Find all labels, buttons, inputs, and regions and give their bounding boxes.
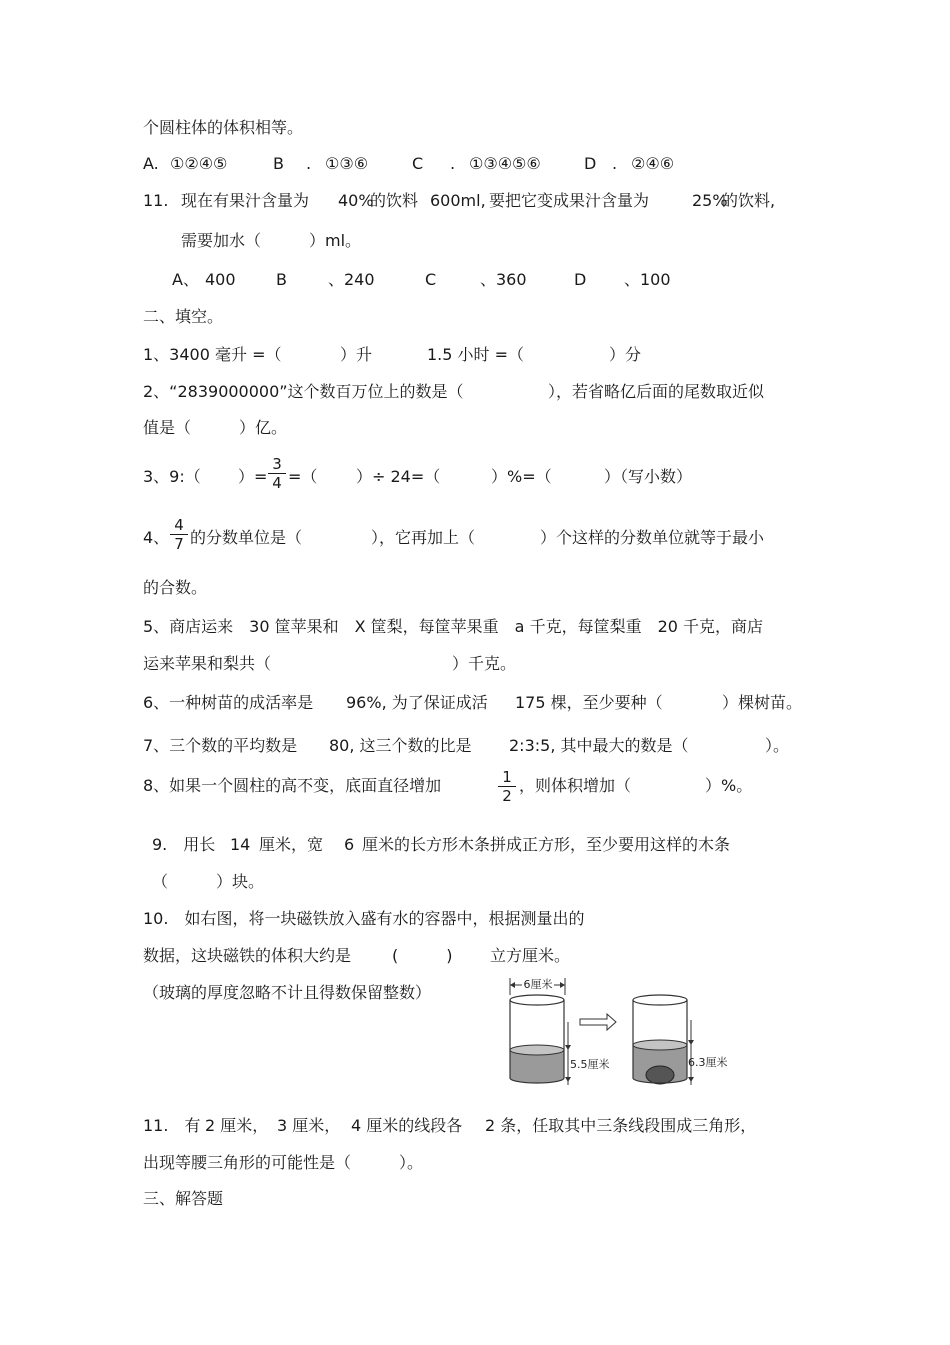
fill-8-fraction [498,769,516,804]
right-height-arrow-bottom [688,1077,694,1082]
fill-4-numerator: 4 [174,516,184,534]
fill-11-line-2: 出现等腰三角形的可能性是（ ）。 [143,1153,424,1172]
q10-option-b-sep: . [306,154,312,173]
width-dim-arrow-left [510,982,515,988]
q11-option-c-label: C [425,270,437,289]
left-height-arrow-bottom [565,1077,571,1082]
left-cup-rim [510,995,564,1005]
q11-option-c-value: 、360 [480,270,527,289]
q10-option-d-label: D [584,154,597,173]
section-2-heading: 二、填空。 [143,307,224,326]
fill-11-part-c: 3 厘米， [277,1116,341,1135]
q10-option-a-label: A. [143,154,159,173]
right-cup-rim [633,995,687,1005]
q11-option-b-label: B [276,270,287,289]
fill-2-line-1: 2、“2839000000”这个数百万位上的数是（ [143,382,464,401]
fill-1-part-a: 1、3400 毫升 =（ [143,345,282,364]
fill-3-part-e: ）%=（ [491,467,552,486]
fill-8-part-c: ）%。 [705,776,753,795]
fill-3-numerator: 3 [272,455,282,473]
fill-5-line-2b: ）千克。 [452,654,517,673]
right-arrow-icon [580,1014,616,1030]
fill-3-part-f: ）（写小数） [604,467,693,486]
q10-text-end: 个圆柱体的体积相等。 [143,118,304,137]
fill-7-part-a: 7、三个数的平均数是 [143,736,298,755]
fill-1-part-b: ）升 [340,345,373,364]
fill-9-part-e: 厘米的长方形木条拼成正方形，至少要用这样的木条 [362,835,731,854]
fill-11-part-b: 2 厘米， [205,1116,269,1135]
fill-3-part-c: =（ [288,467,318,486]
fill-5-line-2a: 运来苹果和梨共（ [143,654,272,673]
width-dim-arrow-right [560,982,565,988]
fill-10-line-1: 10. 如右图，将一块磁铁放入盛有水的容器中，根据测量出的 [143,909,585,928]
q10-option-c-value: ①③④⑤⑥ [469,154,541,173]
fill-9-part-b: 14 [230,835,251,854]
fill-11-part-d: 4 厘米的线段各 [351,1116,463,1135]
fill-4-part-b: 的分数单位是（ [190,528,303,547]
fill-3-part-b: ）= [238,467,268,486]
fill-8-part-b: ，则体积增加（ [519,776,632,795]
q10-option-d-value: ②④⑥ [631,154,675,173]
fill-3-part-a: 3、9:（ [143,467,201,486]
q11-option-a-label: A、 [172,270,199,289]
fill-6-part-b: 96%, 为了保证成活 [346,693,488,712]
fill-4-part-d: ）个这样的分数单位就等于最小 [540,528,765,547]
q10-option-c-sep: . [450,154,456,173]
fill-10-line-3: （玻璃的厚度忽略不计且得数保留整数） [143,983,432,1002]
fill-4-fraction [170,517,188,552]
fill-10-line-2a: 数据，这块磁铁的体积大约是 [143,946,352,965]
fill-2-line-2: 值是（ ）亿。 [143,418,288,437]
q10-option-b-value: ①③⑥ [325,154,369,173]
q11-text-2: 的饮料 [370,191,419,210]
fill-6-part-a: 6、一种树苗的成活率是 [143,693,314,712]
fill-3-fraction [268,456,286,491]
left-height-arrow-top [565,1045,571,1050]
fill-9-part-c: 厘米，宽 [259,835,324,854]
right-cup-water-surface [633,1040,687,1050]
q10-option-c-label: C [412,154,424,173]
fill-10-line-2c: 立方厘米。 [490,946,571,965]
fill-7-part-c: 2:3:5, 其中最大的数是（ [509,736,689,755]
fill-7-part-d: ）。 [765,736,790,755]
q11-text-4: 的饮料, [722,191,776,210]
right-height-label: 6.3厘米 [688,1056,728,1069]
fill-4-part-a: 4、 [143,528,170,547]
fill-8-numerator: 1 [502,768,512,786]
q11-value-3: 25% [692,191,728,210]
q11-option-b-value: 、240 [328,270,375,289]
section-3-heading: 三、解答题 [143,1189,224,1208]
fill-10-line-2b: ( ) [392,946,453,965]
q11-option-a-value: 400 [205,270,236,289]
fill-11-part-a: 11. 有 [143,1116,201,1135]
left-cup-water-surface [510,1045,564,1055]
fill-11-part-e: 2 条，任取其中三条线段围成三角形， [485,1116,757,1135]
fill-8-denominator: 2 [502,787,512,805]
fill-4-denominator: 7 [174,535,184,553]
q10-option-a-value: ①②④⑤ [170,154,228,173]
q11-line-2: 需要加水（ ）ml。 [181,231,362,250]
fill-4-part-c: ），它再加上（ [371,528,476,547]
magnet-container-figure [495,975,745,1095]
q11-text-3: 要把它变成果汁含量为 [489,191,650,210]
fill-3-part-d: ）÷ 24=（ [356,467,441,486]
fill-9-part-a: 9. 用长 [152,835,216,854]
q10-option-b-label: B [273,154,284,173]
fill-9-line-2: （ ）块。 [152,872,265,891]
width-label: 6厘米 [523,978,553,991]
left-height-label: 5.5厘米 [570,1058,610,1071]
fill-9-part-d: 6 [344,835,355,854]
fill-5-line-1: 5、商店运来 30 筐苹果和 X 筐梨，每筐苹果重 a 千克，每筐梨重 20 千克，商店 [143,617,764,636]
magnet [646,1066,674,1084]
fill-6-part-c: 175 棵，至少要种（ [515,693,663,712]
fill-2-line-1b: ），若省略亿后面的尾数取近似 [548,382,765,401]
fill-1-part-c: 1.5 小时 =（ [427,345,525,364]
q11-number: 11. [143,191,169,210]
fill-1-part-d: ）分 [609,345,642,364]
fill-7-part-b: 80, 这三个数的比是 [329,736,472,755]
fill-4-line-2: 的合数。 [143,578,208,597]
q11-value-2: 600ml, [430,191,486,210]
fill-6-part-d: ）棵树苗。 [722,693,803,712]
q11-text-1: 现在有果汁含量为 [181,191,310,210]
right-height-arrow-top [688,1040,694,1045]
fill-8-part-a: 8、如果一个圆柱的高不变，底面直径增加 [143,776,442,795]
q11-option-d-label: D [574,270,587,289]
q10-option-d-sep: . [612,154,618,173]
fill-3-denominator: 4 [272,474,282,492]
q11-option-d-value: 、100 [624,270,671,289]
q11-value-1: 40% [338,191,374,210]
